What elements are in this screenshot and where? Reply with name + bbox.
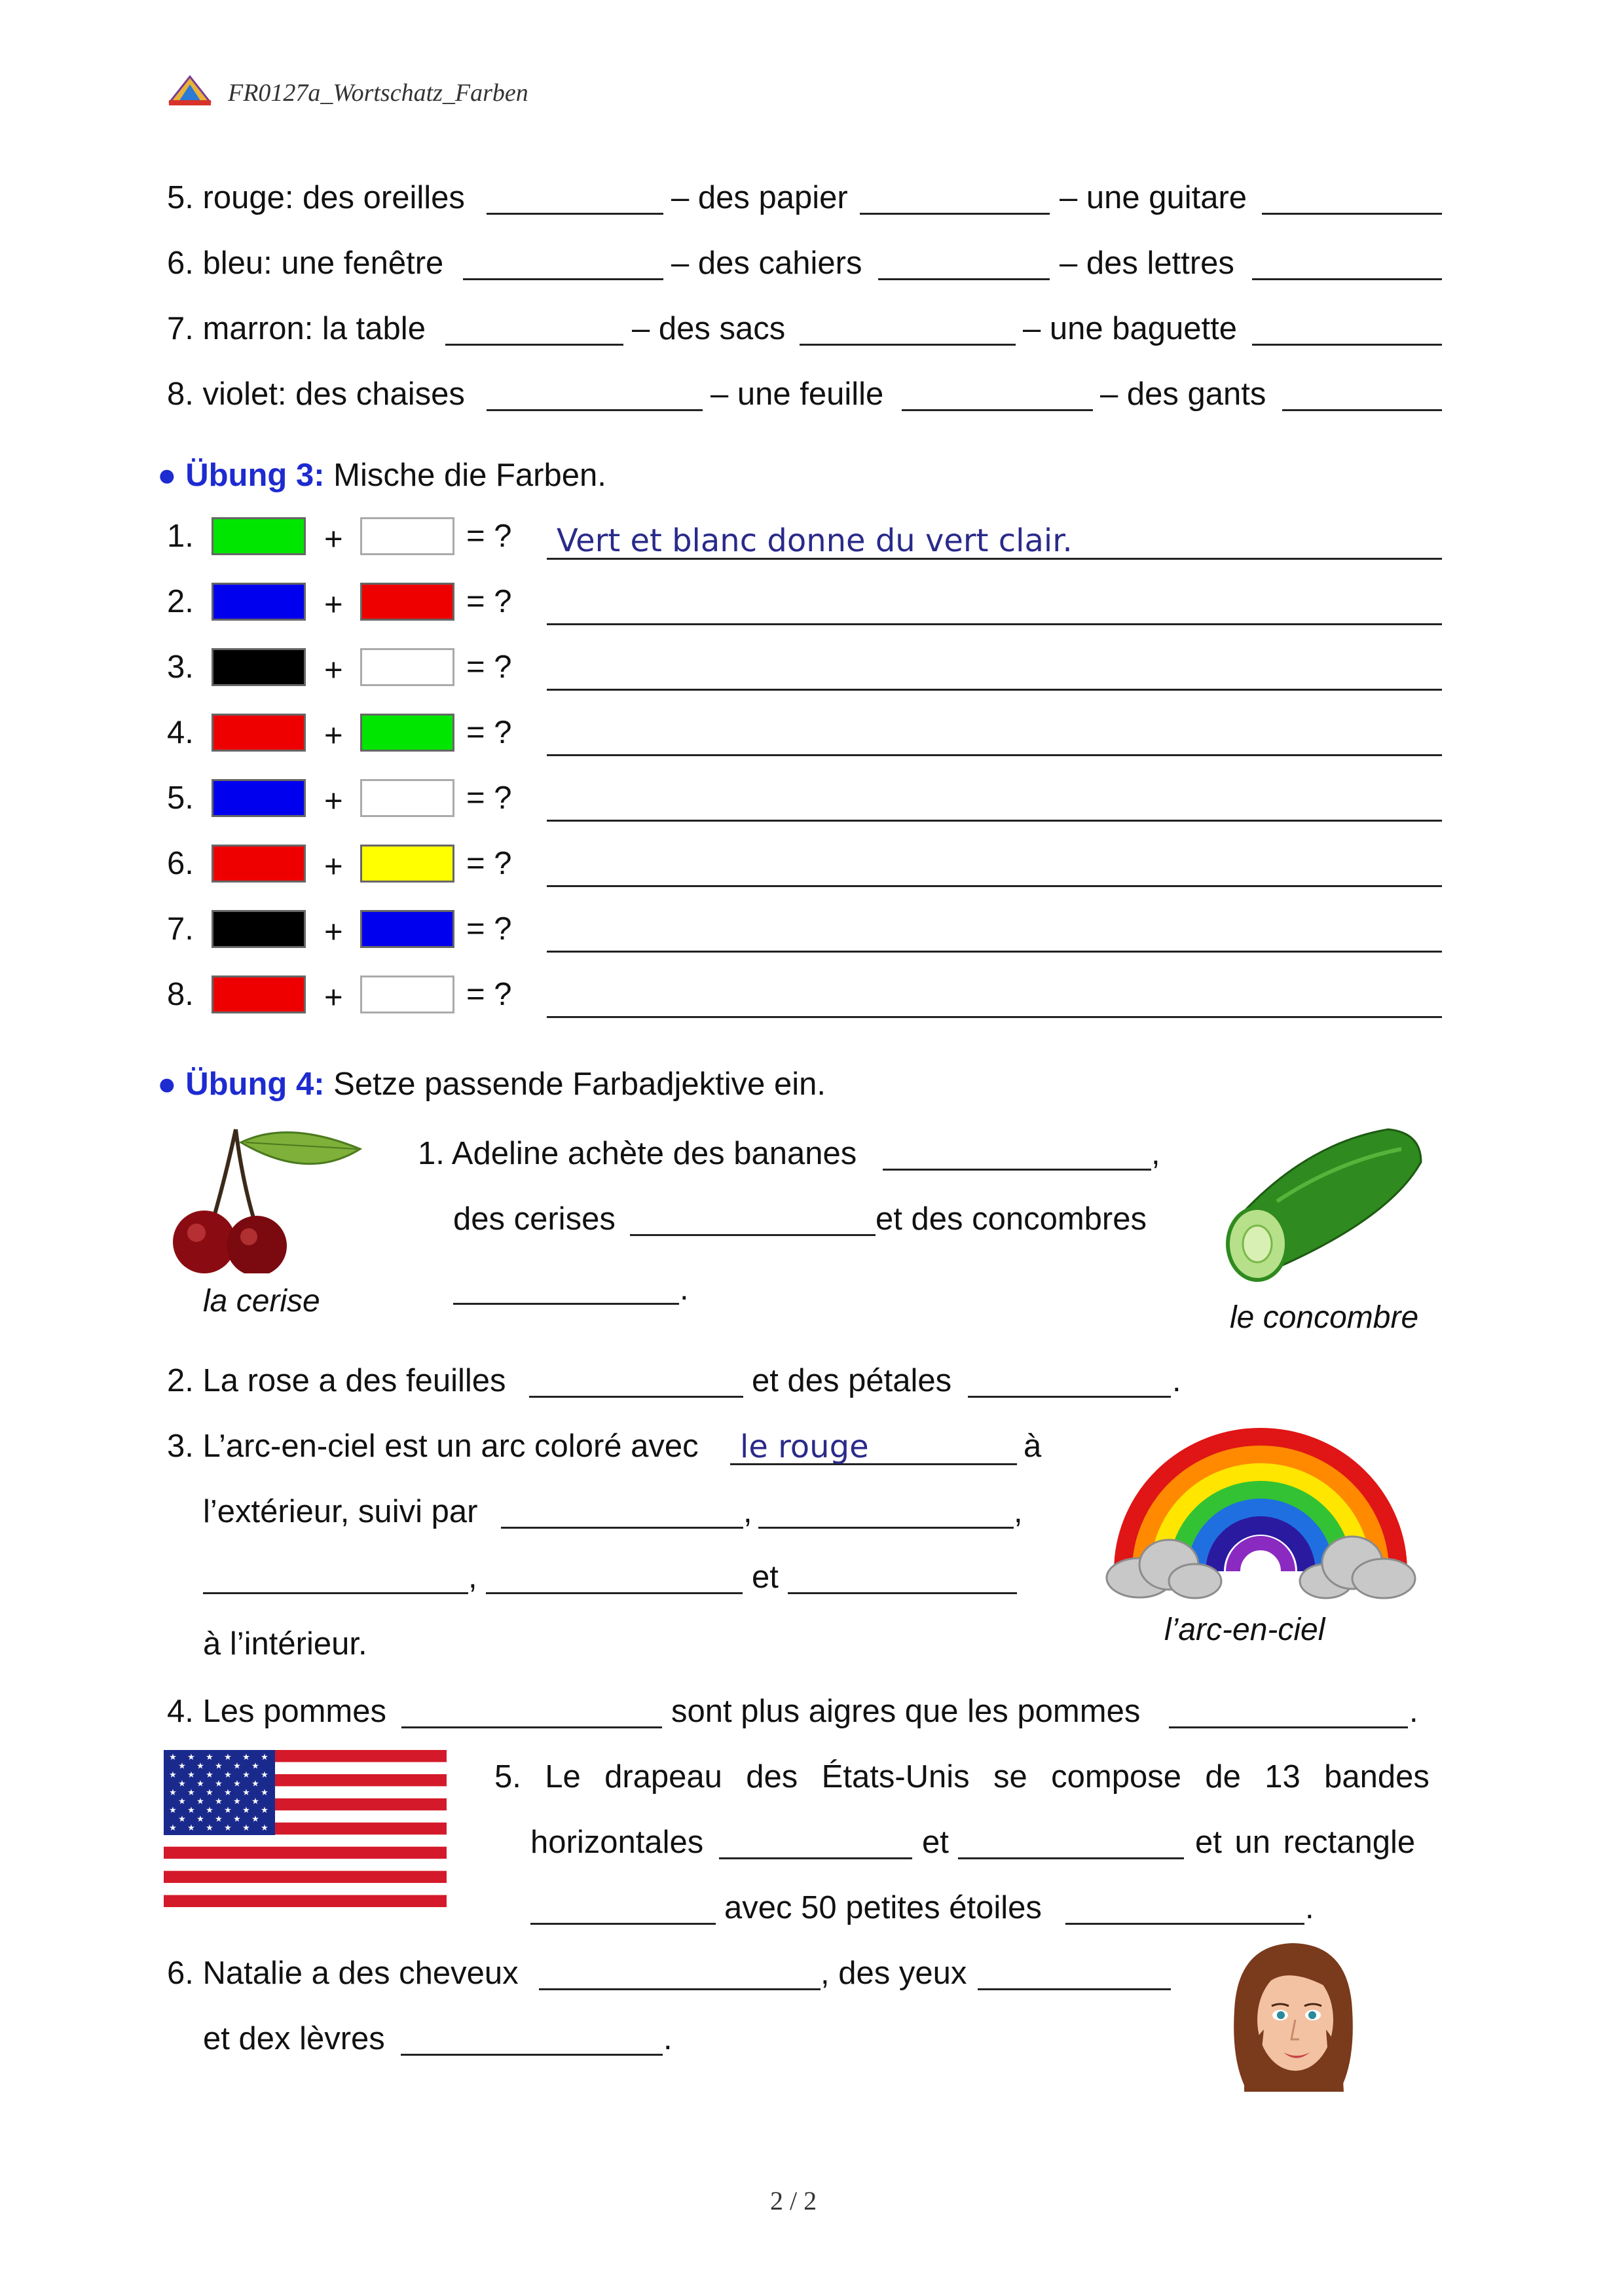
q-number: 3. (167, 1429, 194, 1464)
mix-row-number: 2. (167, 584, 194, 619)
flag-stripe (164, 1895, 447, 1907)
q5-line1 (494, 1761, 1430, 1793)
color-swatch-1 (212, 648, 306, 686)
plus-sign: + (324, 980, 343, 1015)
flag-star-icon: ★ (187, 1788, 195, 1798)
answer-line[interactable] (968, 1396, 1171, 1398)
row-text-c: – une guitare (1060, 180, 1247, 215)
period: . (680, 1271, 689, 1307)
q3-text-b: à (1024, 1429, 1042, 1464)
equals-question: = ? (466, 780, 512, 816)
answer-line[interactable] (547, 1016, 1442, 1018)
color-swatch-2 (360, 975, 454, 1013)
page-number: 2 / 2 (770, 2186, 817, 2215)
color-swatch-1 (212, 714, 306, 752)
word: se (993, 1759, 1027, 1795)
answer-line[interactable] (1262, 213, 1442, 215)
answer-line[interactable] (883, 1169, 1151, 1171)
flag-star-icon: ★ (224, 1806, 232, 1815)
answer-line[interactable] (1065, 1923, 1304, 1925)
comma: , (743, 1494, 752, 1529)
color-swatch-2 (360, 714, 454, 752)
q1-text: Adeline achète des bananes (451, 1136, 857, 1171)
flag-star-icon: ★ (233, 1779, 241, 1789)
q-number: 4. (167, 1694, 194, 1729)
flag-star-icon: ★ (196, 1779, 204, 1789)
word: des (746, 1759, 798, 1795)
exercise-instruction: Setze passende Farbadjektive ein. (333, 1066, 826, 1102)
rainbow-image (1103, 1424, 1418, 1604)
ex2-row-5 (167, 182, 465, 214)
word: Le (545, 1759, 581, 1795)
answer-line[interactable] (547, 951, 1442, 953)
mix-row-number: 7. (167, 911, 194, 947)
flag-star-icon: ★ (261, 1806, 268, 1815)
q4-text-b: sont plus aigres que les pommes (671, 1694, 1141, 1729)
flag-star-icon: ★ (233, 1761, 241, 1772)
answer-line[interactable] (800, 344, 1016, 346)
exercise-title: Übung 3: (185, 458, 325, 493)
flag-star-icon: ★ (187, 1806, 195, 1815)
ex2-row-7 (167, 313, 426, 345)
row-text-b: – des sacs (632, 311, 786, 346)
flag-star-icon: ★ (224, 1753, 232, 1762)
color-swatch-1 (212, 517, 306, 555)
flag-star-icon: ★ (169, 1770, 177, 1780)
answer-line[interactable] (878, 278, 1050, 280)
flag-star-icon: ★ (251, 1796, 259, 1807)
color-swatch-2 (360, 910, 454, 948)
mix-row-number: 8. (167, 977, 194, 1012)
flag-star-icon: ★ (242, 1753, 250, 1762)
comma: , (1014, 1494, 1023, 1529)
flag-stripe (164, 1871, 447, 1884)
flag-star-icon: ★ (196, 1814, 204, 1825)
answer-line[interactable] (401, 2054, 663, 2056)
plus-sign: + (324, 784, 343, 819)
q2-text-b: et des pétales (752, 1363, 952, 1398)
q6-text-c: et dex lèvres (203, 2021, 385, 2056)
q6-line1 (167, 1958, 519, 1990)
exercise-3-heading (157, 457, 606, 494)
answer-line[interactable] (203, 1592, 468, 1594)
q3-text-c: l’extérieur, suivi par (203, 1494, 478, 1529)
row-number: 7. (167, 311, 194, 346)
row-text-a: rouge: des oreilles (202, 180, 465, 215)
period: . (1409, 1694, 1418, 1729)
flag-star-icon: ★ (178, 1814, 186, 1825)
answer-line[interactable] (501, 1527, 743, 1529)
mix-row-number: 4. (167, 715, 194, 750)
q-number: 6. (167, 1956, 194, 1991)
answer-line[interactable] (487, 213, 663, 215)
q-number: 2. (167, 1363, 194, 1398)
flag-star-icon: ★ (206, 1823, 213, 1833)
q3-example-answer: le rouge (740, 1429, 869, 1465)
equals-question: = ? (466, 715, 512, 750)
answer-line[interactable] (788, 1592, 1017, 1594)
flag-star-icon: ★ (251, 1814, 259, 1825)
answer-line[interactable] (630, 1234, 876, 1236)
flag-star-icon: ★ (187, 1753, 195, 1762)
flag-star-icon: ★ (206, 1753, 213, 1762)
flag-star-icon: ★ (196, 1796, 204, 1807)
flag-star-icon: ★ (196, 1761, 204, 1772)
mix-row-number: 1. (167, 519, 194, 554)
flag-star-icon: ★ (224, 1770, 232, 1780)
flag-star-icon: ★ (215, 1779, 223, 1789)
q5-text-l2a: horizontales (530, 1825, 704, 1860)
answer-line[interactable] (547, 689, 1442, 691)
flag-star-icon: ★ (178, 1796, 186, 1807)
q2-line (167, 1365, 506, 1397)
answer-line[interactable] (902, 409, 1093, 411)
answer-line[interactable] (547, 623, 1442, 625)
q-number: 5. (494, 1759, 521, 1795)
q1-line2a: des cerises (453, 1201, 616, 1237)
word: bandes (1324, 1759, 1430, 1795)
row-text-b: – des cahiers (671, 246, 862, 281)
flag-star-icon: ★ (215, 1761, 223, 1772)
answer-line[interactable] (487, 409, 703, 411)
flag-star-icon: ★ (251, 1779, 259, 1789)
equals-question: = ? (466, 977, 512, 1012)
document-filename: FR0127a_Wortschatz_Farben (228, 79, 528, 107)
q5-text-l2c: et un rectangle (1195, 1825, 1416, 1860)
answer-line[interactable] (1169, 1726, 1408, 1728)
cucumber-image (1225, 1123, 1428, 1293)
plus-sign: + (324, 522, 343, 557)
flag-star-icon: ★ (233, 1814, 241, 1825)
row-text-c: – des lettres (1060, 246, 1234, 281)
row-text-c: – une baguette (1023, 311, 1237, 346)
period: . (1172, 1363, 1181, 1398)
flag-star-icon: ★ (206, 1788, 213, 1798)
answer-line[interactable] (758, 1527, 1014, 1529)
plus-sign: + (324, 587, 343, 623)
row-number: 8. (167, 376, 194, 412)
flag-star-icon: ★ (206, 1806, 213, 1815)
flag-star-icon: ★ (169, 1753, 177, 1762)
comma: , (1151, 1136, 1160, 1171)
flag-star-icon: ★ (233, 1796, 241, 1807)
answer-line[interactable] (860, 213, 1050, 215)
color-swatch-2 (360, 648, 454, 686)
q-number: 1. (418, 1136, 445, 1171)
plus-sign: + (324, 718, 343, 754)
answer-line[interactable] (719, 1857, 912, 1859)
answer-line[interactable] (1282, 409, 1442, 411)
mix-row-number: 3. (167, 649, 194, 685)
answer-line[interactable] (463, 278, 663, 280)
word: de (1205, 1759, 1241, 1795)
row-text-b: – une feuille (710, 376, 884, 412)
row-text-a: violet: des chaises (202, 376, 465, 412)
flag-star-icon: ★ (251, 1761, 259, 1772)
bullet-icon: ● (157, 1066, 177, 1102)
row-text-c: – des gants (1100, 376, 1266, 412)
cherry-image (164, 1123, 367, 1273)
equals-question: = ? (466, 584, 512, 619)
plus-sign: + (324, 849, 343, 884)
flag-star-icon: ★ (187, 1823, 195, 1833)
row-number: 5. (167, 180, 194, 215)
flag-star-icon: ★ (224, 1823, 232, 1833)
answer-line[interactable] (978, 1988, 1171, 1990)
q6-text-a: Natalie a des cheveux (202, 1956, 519, 1991)
flag-star-icon: ★ (206, 1770, 213, 1780)
answer-line[interactable] (1252, 278, 1442, 280)
answer-line[interactable] (529, 1396, 743, 1398)
row-text-a: marron: la table (202, 311, 426, 346)
equals-question: = ? (466, 649, 512, 685)
mix-row-number: 6. (167, 846, 194, 881)
q6-text-b: , des yeux (821, 1956, 967, 1991)
answer-line[interactable] (539, 1988, 821, 1990)
equals-question: = ? (466, 519, 512, 554)
q5-text-l3: avec 50 petites étoiles (724, 1890, 1042, 1925)
ex2-row-8 (167, 378, 465, 410)
flag-star-icon: ★ (261, 1788, 268, 1798)
plus-sign: + (324, 653, 343, 688)
color-swatch-1 (212, 845, 306, 883)
q2-text-a: La rose a des feuilles (202, 1363, 506, 1398)
q1-line1 (418, 1138, 857, 1170)
flag-star-icon: ★ (169, 1788, 177, 1798)
caption-cherry: la cerise (203, 1284, 320, 1319)
answer-line[interactable] (547, 820, 1442, 822)
color-swatch-2 (360, 583, 454, 621)
answer-line[interactable] (486, 1592, 743, 1594)
q3-text-d: à l’intérieur. (203, 1626, 367, 1662)
flag-star-icon: ★ (215, 1796, 223, 1807)
color-swatch-2 (360, 517, 454, 555)
flag-star-icon: ★ (178, 1779, 186, 1789)
period: . (1305, 1890, 1314, 1925)
q3-text-a: L’arc-en-ciel est un arc coloré avec (202, 1429, 699, 1464)
row-text-a: bleu: une fenêtre (202, 246, 444, 281)
answer-line[interactable] (1252, 344, 1442, 346)
q4-text-a: Les pommes (202, 1694, 387, 1729)
equals-question: = ? (466, 911, 512, 947)
flag-star-icon: ★ (242, 1788, 250, 1798)
answer-line[interactable] (401, 1726, 662, 1728)
flag-stripe (164, 1847, 447, 1859)
equals-question: = ? (466, 846, 512, 881)
flag-star-icon: ★ (187, 1770, 195, 1780)
comma: , (468, 1559, 477, 1595)
color-swatch-2 (360, 845, 454, 883)
color-swatch-2 (360, 779, 454, 817)
flag-star-icon: ★ (261, 1753, 268, 1762)
flag-star-icon: ★ (169, 1806, 177, 1815)
q1-line2b: et des concombres (876, 1201, 1147, 1237)
ex2-row-6 (167, 247, 443, 280)
us-flag-image (164, 1750, 447, 1907)
flag-star-icon: ★ (224, 1788, 232, 1798)
caption-cucumber: le concombre (1230, 1300, 1419, 1335)
answer-line[interactable] (547, 885, 1442, 887)
q3-line1 (167, 1430, 699, 1463)
flag-star-icon: ★ (169, 1823, 177, 1833)
exercise-instruction: Mische die Farben. (333, 458, 606, 493)
woman-face-image (1218, 1938, 1369, 2095)
flag-stripe (164, 1883, 447, 1895)
q5-text-l2b: et (922, 1825, 949, 1860)
flag-star-icon: ★ (178, 1761, 186, 1772)
flag-star-icon: ★ (215, 1814, 223, 1825)
example-answer: Vert et blanc donne du vert clair. (557, 522, 1073, 559)
plus-sign: + (324, 915, 343, 950)
flag-star-icon: ★ (242, 1770, 250, 1780)
logo-icon (167, 75, 213, 108)
bullet-icon: ● (157, 458, 177, 493)
exercise-4-heading (157, 1066, 826, 1102)
word: États-Unis (821, 1759, 970, 1795)
caption-rainbow: l’arc-en-ciel (1164, 1613, 1325, 1647)
answer-line[interactable] (530, 1923, 716, 1925)
word: 13 (1264, 1759, 1301, 1795)
color-swatch-1 (212, 975, 306, 1013)
exercise-title: Übung 4: (185, 1066, 325, 1102)
row-text-b: – des papier (671, 180, 848, 215)
word: drapeau (604, 1759, 722, 1795)
flag-star-icon: ★ (261, 1770, 268, 1780)
word: compose (1051, 1759, 1181, 1795)
flag-stripe (164, 1834, 447, 1847)
q4-line (167, 1696, 386, 1728)
color-swatch-1 (212, 779, 306, 817)
answer-line[interactable] (445, 344, 623, 346)
period: . (663, 2021, 673, 2056)
mix-row-number: 5. (167, 780, 194, 816)
answer-line[interactable] (547, 754, 1442, 756)
row-number: 6. (167, 246, 194, 281)
flag-star-icon: ★ (242, 1806, 250, 1815)
flag-star-icon: ★ (261, 1823, 268, 1833)
color-swatch-1 (212, 583, 306, 621)
flag-star-icon: ★ (242, 1823, 250, 1833)
q3-et: et (752, 1559, 779, 1595)
color-swatch-1 (212, 910, 306, 948)
answer-line[interactable] (453, 1303, 679, 1305)
flag-stripe (164, 1859, 447, 1871)
answer-line[interactable] (958, 1857, 1184, 1859)
